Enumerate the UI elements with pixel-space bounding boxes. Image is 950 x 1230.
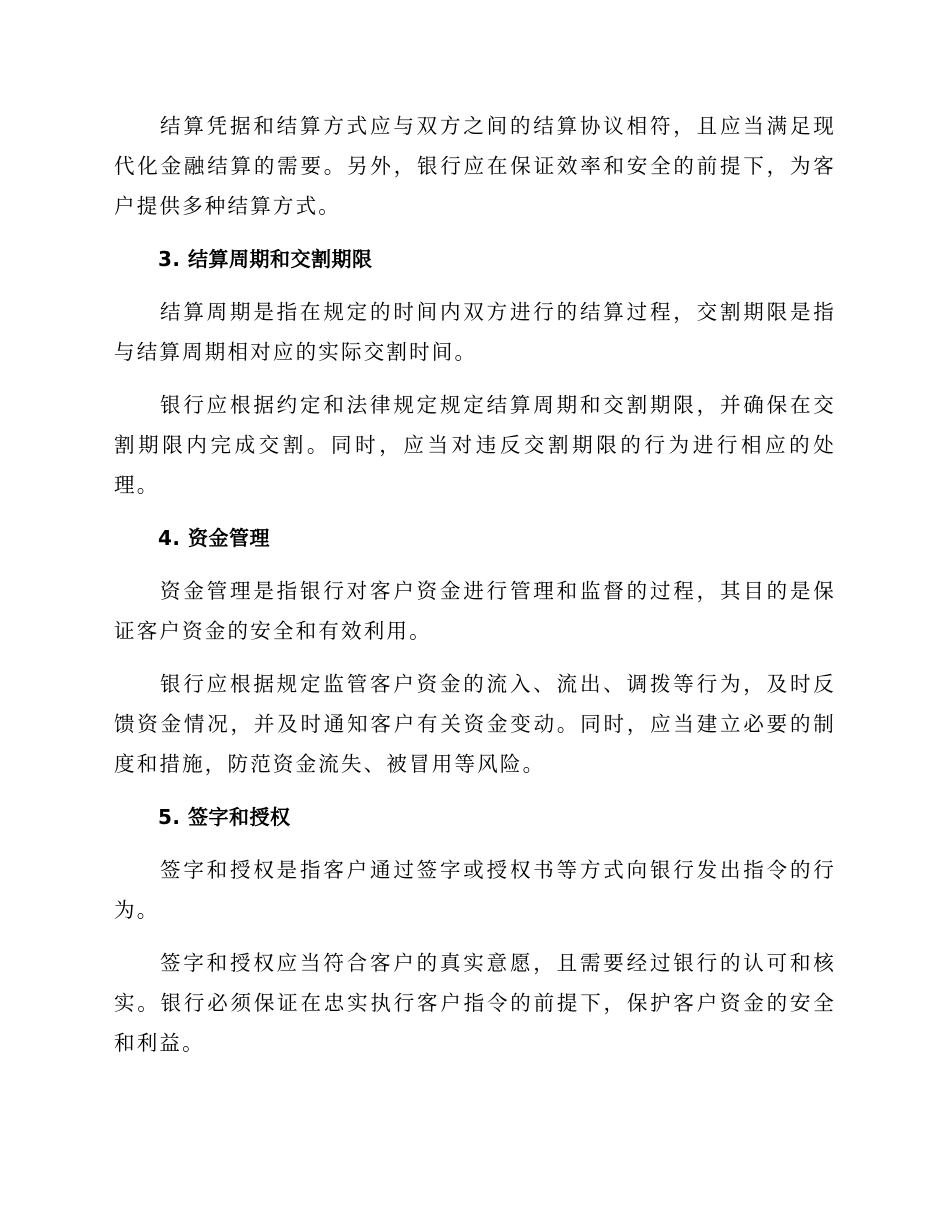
paragraph-settlement-cycle-requirements: 银行应根据约定和法律规定规定结算周期和交割期限，并确保在交割期限内完成交割。同时，应当对违反交割期限的行为进行相应的处理。 (114, 393, 836, 497)
paragraph-signature-requirements: 签字和授权应当符合客户的真实意愿，且需要经过银行的认可和核实。银行必须保证在忠实执行客户指令的前提下，保护客户资金的安全和利益。 (114, 951, 836, 1055)
section-heading-signature-authorization: 5. 签字和授权 (158, 805, 291, 829)
paragraph-signature-definition: 签字和授权是指客户通过签字或授权书等方式向银行发出指令的行为。 (114, 858, 836, 922)
section-heading-settlement-cycle: 3. 结算周期和交割期限 (158, 247, 373, 271)
paragraph-fund-management-definition: 资金管理是指银行对客户资金进行管理和监督的过程，其目的是保证客户资金的安全和有效利用。 (114, 579, 836, 643)
paragraph-settlement-cycle-definition: 结算周期是指在规定的时间内双方进行的结算过程，交割期限是指与结算周期相对应的实际交割时间。 (114, 300, 836, 364)
section-heading-fund-management: 4. 资金管理 (158, 526, 270, 550)
paragraph-fund-management-requirements: 银行应根据规定监管客户资金的流入、流出、调拨等行为，及时反馈资金情况，并及时通知客户有关资金变动。同时，应当建立必要的制度和措施，防范资金流失、被冒用等风险。 (114, 672, 836, 776)
paragraph-settlement-method: 结算凭据和结算方式应与双方之间的结算协议相符，且应当满足现代化金融结算的需要。另外，银行应在保证效率和安全的前提下，为客户提供多种结算方式。 (114, 114, 836, 218)
